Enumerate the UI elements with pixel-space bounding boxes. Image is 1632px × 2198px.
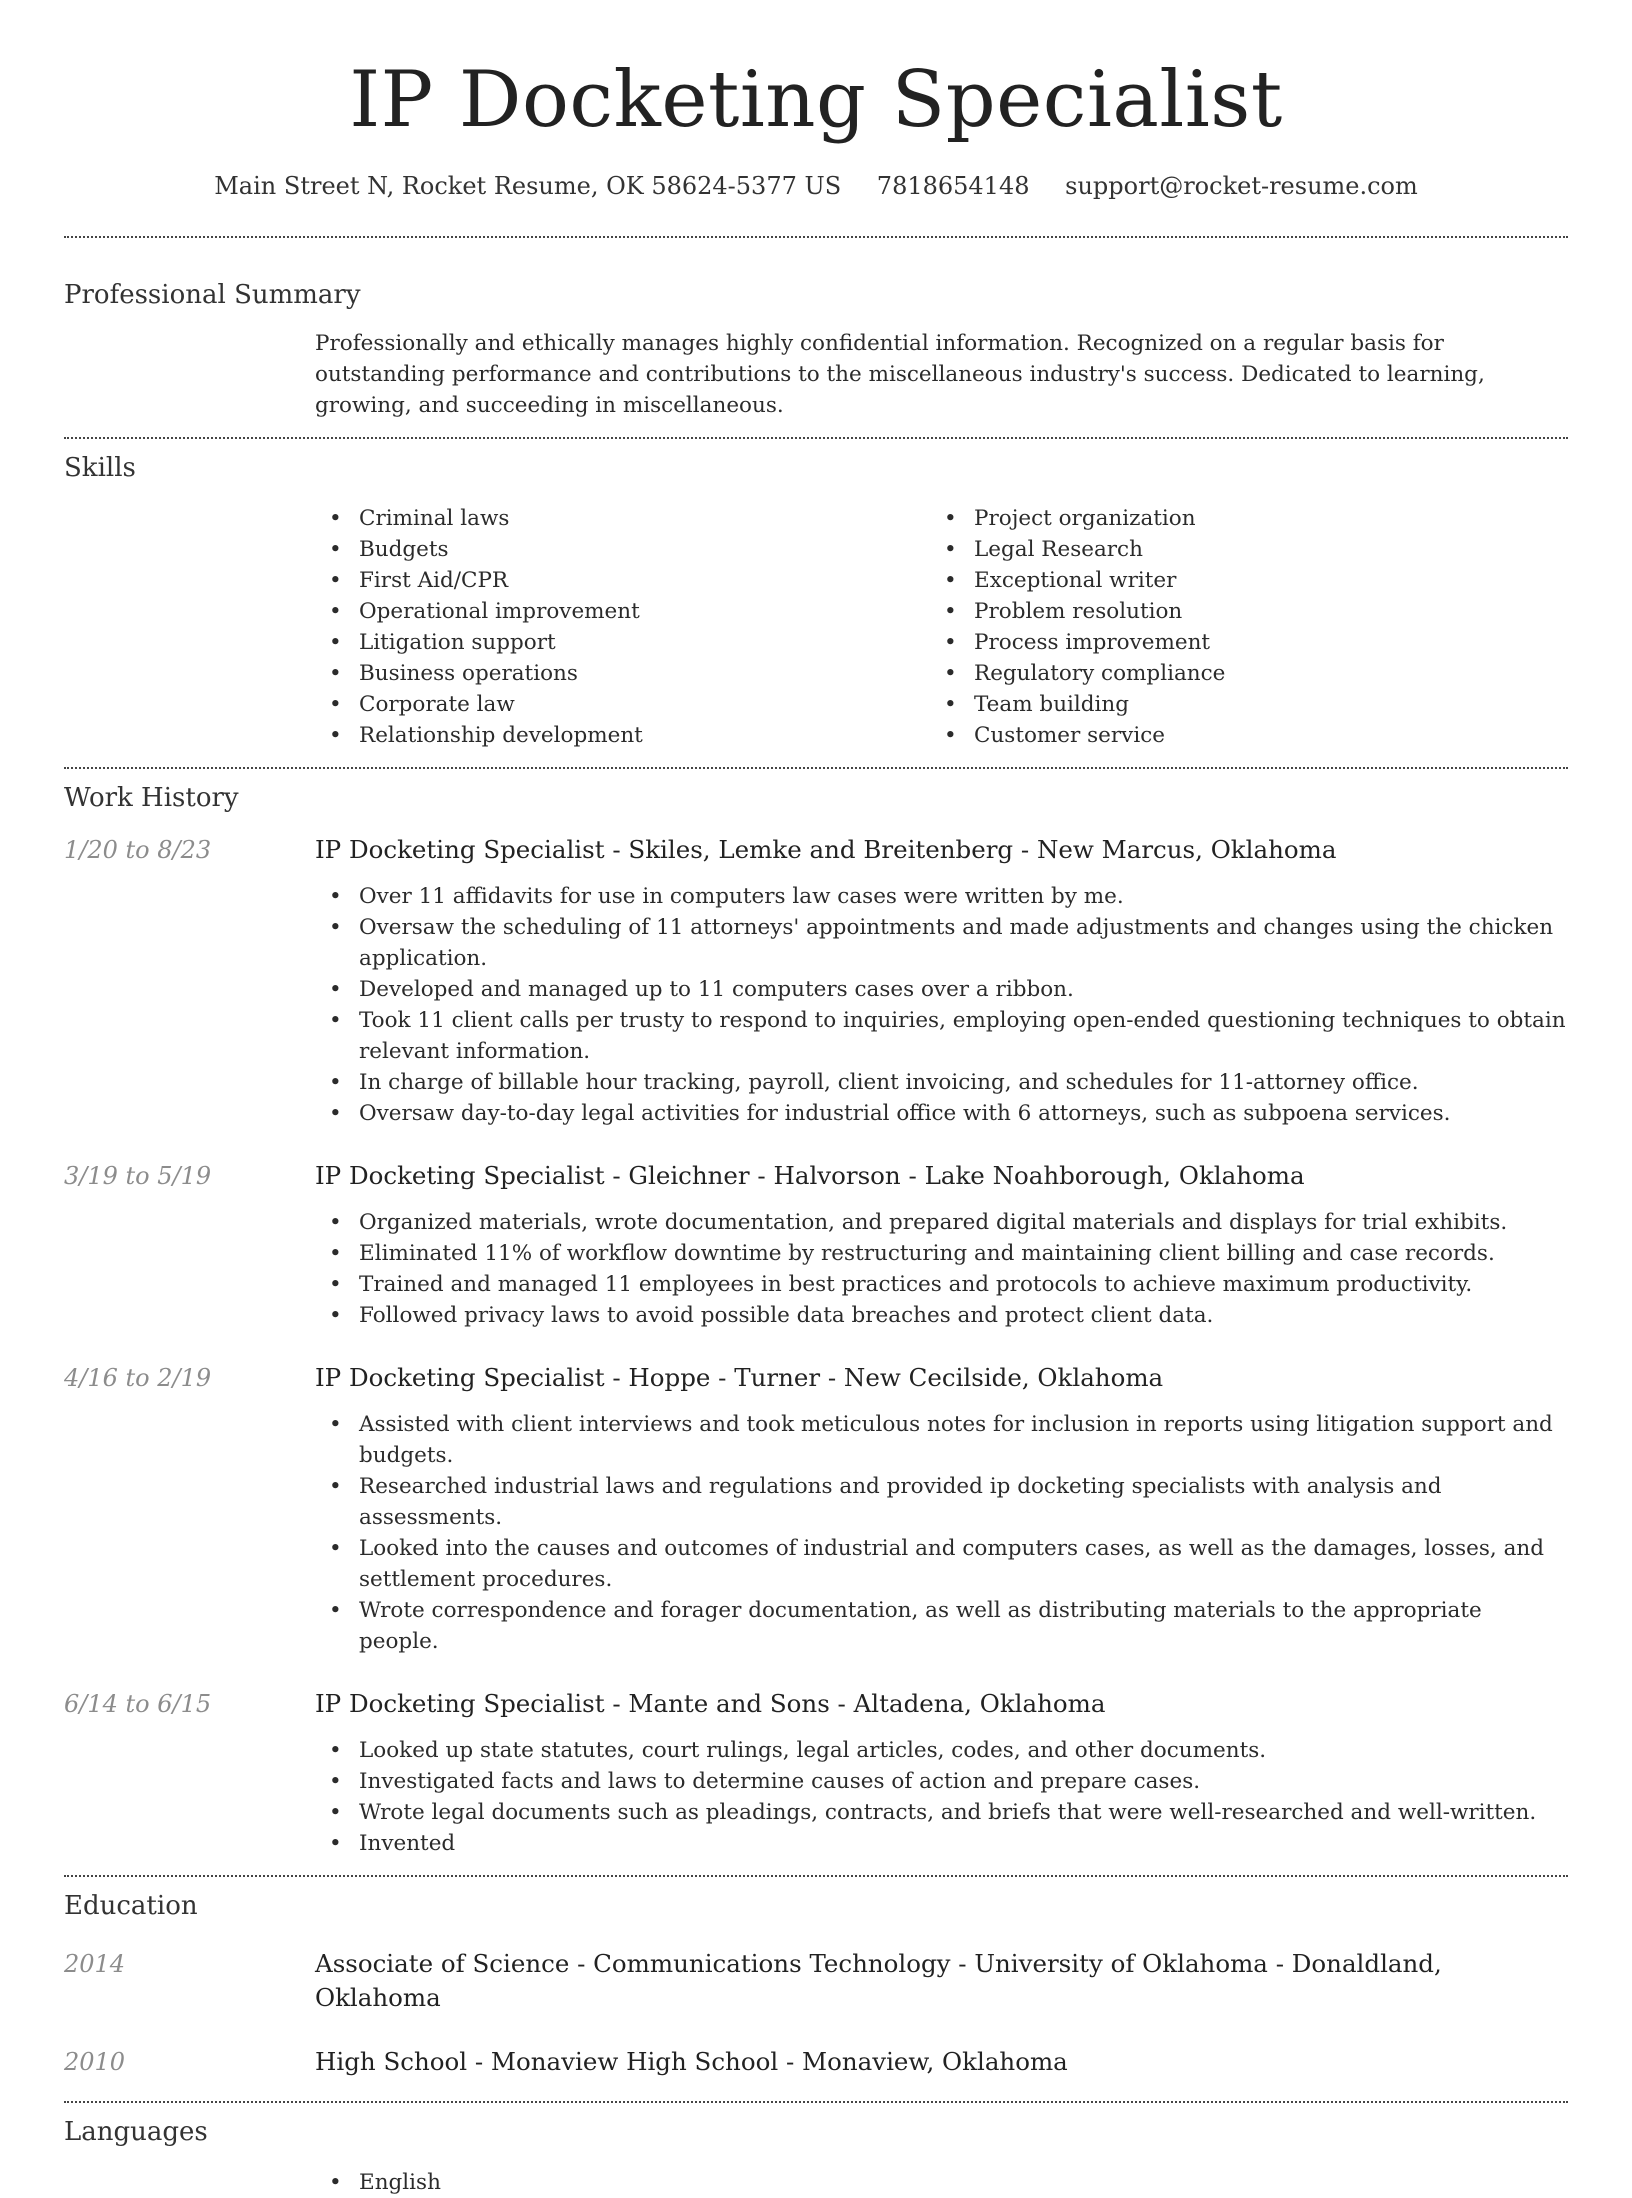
job-bullet: • Assisted with client interviews and took meticulous notes for inclusion in reports using litigation support and budgets. bbox=[315, 1409, 1568, 1471]
skill-item: • Customer service bbox=[930, 720, 1545, 751]
job-dates: 6/14 to 6/15 bbox=[64, 1690, 212, 1718]
job-bullet: • Oversaw the scheduling of 11 attorneys' appointments and made adjustments and changes using the chicken application. bbox=[315, 912, 1568, 974]
skill-item: • Operational improvement bbox=[315, 596, 930, 627]
skill-item: • Budgets bbox=[315, 534, 930, 565]
skills-list-left bbox=[315, 503, 930, 751]
contact-phone: 7818654148 bbox=[876, 172, 1030, 200]
section-divider bbox=[64, 236, 1568, 238]
job-entry bbox=[64, 1687, 1568, 1859]
skill-item: • Relationship development bbox=[315, 720, 930, 751]
work-history-section bbox=[64, 783, 1568, 1875]
skills-heading: Skills bbox=[64, 453, 136, 483]
languages-heading: Languages bbox=[64, 2117, 208, 2147]
education-title: Associate of Science - Communications Technology - University of Oklahoma - Donaldland, Oklahoma bbox=[315, 1949, 1442, 2012]
contact-address: Main Street N, Rocket Resume, OK 58624-5377 US bbox=[214, 172, 842, 200]
job-bullet: • Took 11 client calls per trusty to respond to inquiries, employing open-ended questioning techniques to obtain relevant information. bbox=[315, 1005, 1568, 1067]
section-divider bbox=[64, 437, 1568, 439]
job-title: IP Docketing Specialist - Skiles, Lemke and Breitenberg - New Marcus, Oklahoma bbox=[315, 835, 1337, 864]
job-bullet: • Wrote correspondence and forager documentation, as well as distributing materials to the appropriate people. bbox=[315, 1595, 1568, 1657]
job-dates: 4/16 to 2/19 bbox=[64, 1364, 212, 1392]
education-year: 2014 bbox=[64, 1950, 126, 1978]
job-bullet: • Looked into the causes and outcomes of industrial and computers cases, as well as the damages, losses, and settlement procedures. bbox=[315, 1533, 1568, 1595]
page-title: IP Docketing Specialist bbox=[349, 55, 1283, 145]
skill-item: • First Aid/CPR bbox=[315, 565, 930, 596]
job-dates: 3/19 to 5/19 bbox=[64, 1162, 212, 1190]
skill-item: • Corporate law bbox=[315, 689, 930, 720]
job-bullet: • Organized materials, wrote documentation, and prepared digital materials and displays for trial exhibits. bbox=[315, 1207, 1568, 1238]
contact-email: support@rocket-resume.com bbox=[1065, 172, 1418, 200]
job-bullets bbox=[315, 1207, 1568, 1331]
job-title: IP Docketing Specialist - Mante and Sons - Altadena, Oklahoma bbox=[315, 1689, 1106, 1718]
skill-item: • Team building bbox=[930, 689, 1545, 720]
education-title: High School - Monaview High School - Monaview, Oklahoma bbox=[315, 2047, 1068, 2076]
languages-section bbox=[64, 2117, 1568, 2198]
language-item: • English bbox=[315, 2167, 1568, 2198]
education-heading: Education bbox=[64, 1891, 198, 1921]
skills-list-right bbox=[930, 503, 1545, 751]
skill-item: • Criminal laws bbox=[315, 503, 930, 534]
education-section bbox=[64, 1891, 1568, 2101]
section-divider bbox=[64, 1875, 1568, 1877]
skills-section bbox=[64, 453, 1568, 751]
skill-item: • Project organization bbox=[930, 503, 1545, 534]
section-divider bbox=[64, 767, 1568, 769]
job-bullet: • Looked up state statutes, court rulings, legal articles, codes, and other documents. bbox=[315, 1735, 1568, 1766]
skill-item: • Process improvement bbox=[930, 627, 1545, 658]
skill-item: • Exceptional writer bbox=[930, 565, 1545, 596]
job-bullet: • Oversaw day-to-day legal activities for industrial office with 6 attorneys, such as subpoena services. bbox=[315, 1098, 1568, 1129]
job-bullet: • Trained and managed 11 employees in best practices and protocols to achieve maximum productivity. bbox=[315, 1269, 1568, 1300]
job-bullet: • Invented bbox=[315, 1828, 1568, 1859]
job-dates: 1/20 to 8/23 bbox=[64, 836, 212, 864]
work-history-heading: Work History bbox=[64, 783, 239, 813]
skill-item: • Regulatory compliance bbox=[930, 658, 1545, 689]
job-bullet: • Developed and managed up to 11 computers cases over a ribbon. bbox=[315, 974, 1568, 1005]
job-bullet: • Investigated facts and laws to determine causes of action and prepare cases. bbox=[315, 1766, 1568, 1797]
job-bullet: • Wrote legal documents such as pleadings, contracts, and briefs that were well-researched and well-written. bbox=[315, 1797, 1568, 1828]
job-bullets bbox=[315, 1735, 1568, 1859]
education-entry bbox=[64, 2045, 1568, 2079]
job-bullet: • Eliminated 11% of workflow downtime by restructuring and maintaining client billing and case records. bbox=[315, 1238, 1568, 1269]
skill-item: • Business operations bbox=[315, 658, 930, 689]
job-title: IP Docketing Specialist - Gleichner - Halvorson - Lake Noahborough, Oklahoma bbox=[315, 1161, 1305, 1190]
section-divider bbox=[64, 2101, 1568, 2103]
skill-item: • Legal Research bbox=[930, 534, 1545, 565]
languages-list bbox=[315, 2167, 1568, 2198]
summary-heading: Professional Summary bbox=[64, 280, 361, 310]
skill-item: • Litigation support bbox=[315, 627, 930, 658]
skill-item: • Problem resolution bbox=[930, 596, 1545, 627]
summary-text: Professionally and ethically manages highly confidential information. Recognized on a regular basis for outstanding performance and contributions to the miscellaneous industry's success. Dedicated to learning, growing, and succeeding in miscellaneous. bbox=[315, 331, 1485, 418]
job-bullet: • In charge of billable hour tracking, payroll, client invoicing, and schedules for 11-attorney office. bbox=[315, 1067, 1568, 1098]
job-bullet: • Researched industrial laws and regulations and provided ip docketing specialists with analysis and assessments. bbox=[315, 1471, 1568, 1533]
job-bullets bbox=[315, 1409, 1568, 1657]
job-entry bbox=[64, 1159, 1568, 1331]
job-entry bbox=[64, 833, 1568, 1129]
education-entry bbox=[64, 1947, 1568, 2015]
job-title: IP Docketing Specialist - Hoppe - Turner - New Cecilside, Oklahoma bbox=[315, 1363, 1164, 1392]
job-bullet: • Followed privacy laws to avoid possible data breaches and protect client data. bbox=[315, 1300, 1568, 1331]
education-year: 2010 bbox=[64, 2048, 126, 2076]
summary-section bbox=[64, 280, 1568, 421]
job-bullets bbox=[315, 881, 1568, 1129]
job-bullet: • Over 11 affidavits for use in computers law cases were written by me. bbox=[315, 881, 1568, 912]
job-entry bbox=[64, 1361, 1568, 1657]
contact-info bbox=[64, 172, 1568, 200]
